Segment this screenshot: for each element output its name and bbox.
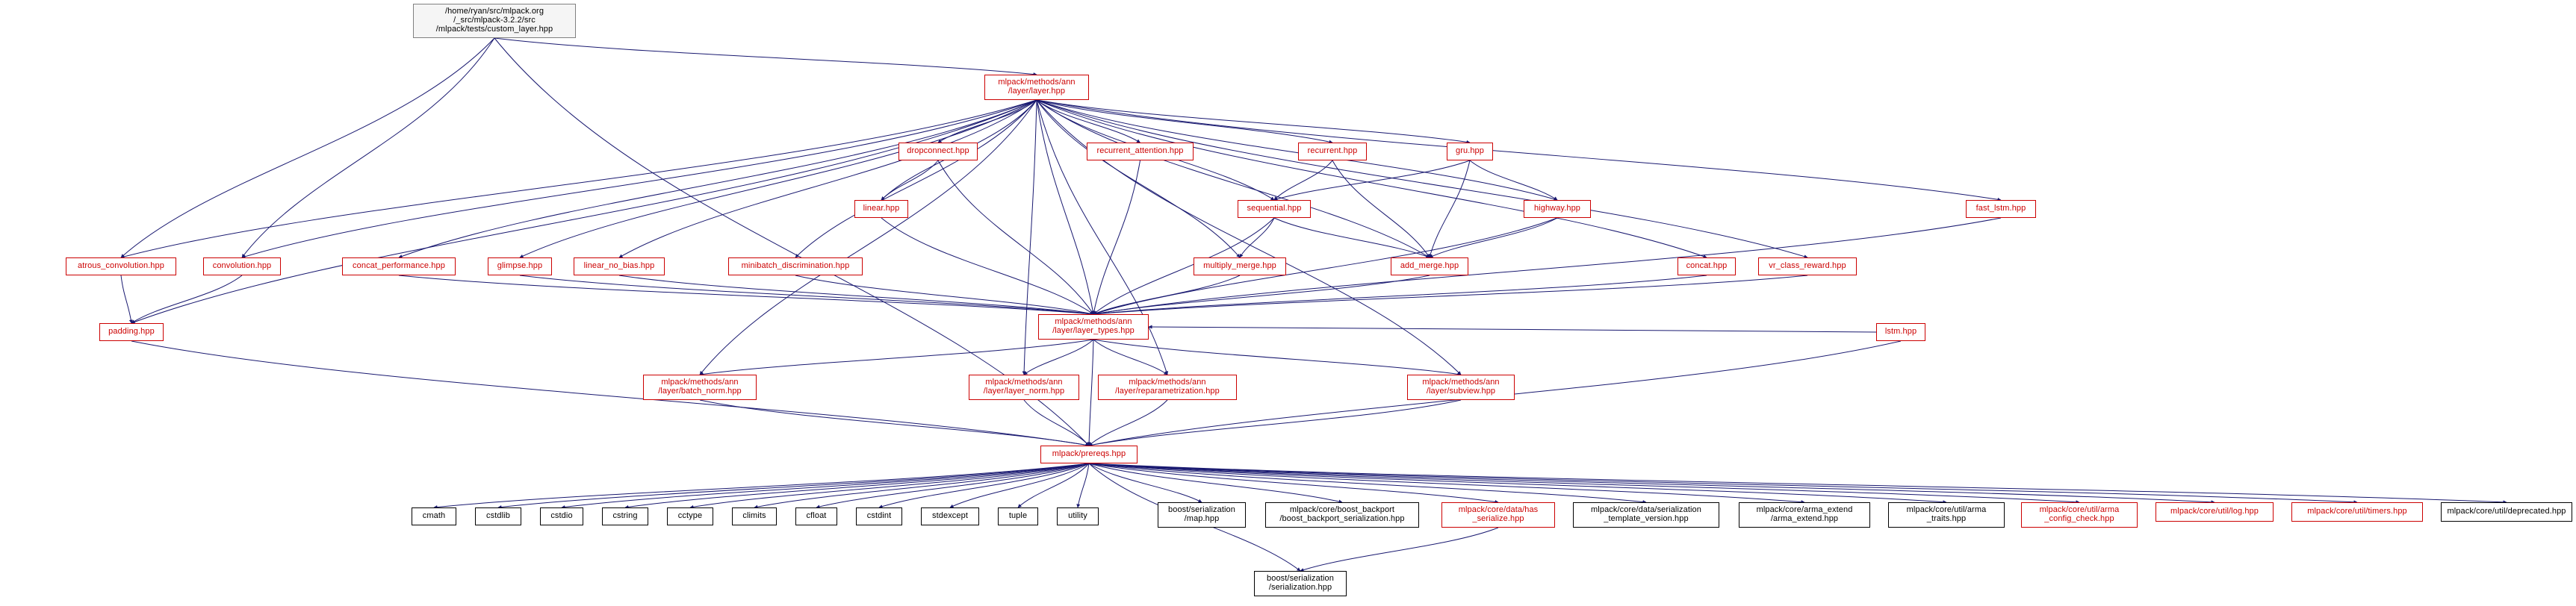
graph-node-label: add_merge.hpp [1400,261,1459,271]
graph-node-root[interactable] [413,4,576,38]
graph-edge [121,38,494,257]
graph-edge [1430,160,1470,257]
graph-node-gru[interactable] [1447,143,1493,160]
graph-edge [131,341,1089,446]
graph-edge [1089,400,1461,446]
graph-node-cstdint[interactable] [856,507,902,525]
graph-node-fast_lstm[interactable] [1966,200,2036,218]
graph-edge [1089,463,1804,502]
graph-node-label: gru.hpp [1455,146,1484,156]
graph-edge [1089,463,1202,502]
graph-node-label: _traits.hpp [1926,514,1967,523]
graph-node-label: utility [1068,511,1087,521]
graph-node-cmath[interactable] [412,507,456,525]
graph-node-concat[interactable] [1677,257,1736,275]
graph-node-recurrent[interactable] [1298,143,1367,160]
graph-edge [494,38,1037,75]
graph-node-serialization_template_version[interactable] [1573,502,1719,528]
graph-edge [1093,340,1461,375]
graph-edge [1024,340,1093,375]
graph-node-subview[interactable] [1407,375,1515,400]
graph-node-boost_map[interactable] [1158,502,1246,528]
graph-node-label: /serialization.hpp [1268,583,1332,592]
graph-edge [434,463,1089,507]
graph-node-batch_norm[interactable] [643,375,757,400]
graph-edge [520,275,1093,314]
graph-node-label: cstdint [866,511,892,521]
graph-edge [1093,275,1430,314]
graph-node-label: sequential.hpp [1247,204,1302,213]
graph-edge [619,275,1093,314]
graph-edge [520,100,1037,257]
graph-node-label: mlpack/core/util/timers.hpp [2307,507,2407,516]
graph-edge [879,463,1089,507]
graph-node-label: atrous_convolution.hpp [78,261,164,271]
graph-node-label: /arma_extend.hpp [1770,514,1839,523]
graph-node-deprecated[interactable] [2441,502,2572,522]
graph-edge [700,100,1037,375]
graph-edge [1037,100,1240,257]
graph-node-label: mlpack/methods/ann [998,78,1076,87]
graph-node-layer_types[interactable] [1038,314,1149,340]
graph-node-label: mlpack/methods/ann [985,378,1063,387]
graph-edge [625,463,1089,507]
graph-edge [1274,218,1430,257]
graph-node-label: /layer/batch_norm.hpp [658,387,742,396]
graph-node-timers[interactable] [2291,502,2423,522]
graph-edge [881,218,1093,314]
graph-edge [1018,463,1089,507]
graph-node-label: mlpack/core/util/deprecated.hpp [2447,507,2566,516]
graph-node-label: recurrent.hpp [1307,146,1358,156]
graph-node-label: mlpack/methods/ann [1422,378,1500,387]
graph-node-prereqs[interactable] [1040,446,1138,463]
graph-node-label: _serialize.hpp [1472,514,1524,523]
graph-edge [795,100,1037,257]
graph-node-boost_serialization[interactable] [1254,571,1347,596]
graph-node-label: linear_no_bias.hpp [583,261,655,271]
graph-node-has_serialize[interactable] [1441,502,1555,528]
graph-node-label: /home/ryan/src/mlpack.org [444,7,544,16]
graph-node-label: mlpack/core/data/has [1458,505,1539,515]
graph-edge [1024,400,1089,446]
graph-node-label: /_src/mlpack-3.2.2/src [453,16,536,25]
graph-node-label: climits [742,511,766,521]
graph-edge [121,275,131,323]
graph-node-label: dropconnect.hpp [907,146,969,156]
graph-edge [1430,218,1557,257]
graph-edge [1093,275,1807,314]
graph-edge [795,275,1093,314]
graph-edge [950,463,1089,507]
graph-node-label: recurrent_attention.hpp [1096,146,1184,156]
graph-edge [121,100,1037,257]
graph-node-cstdlib[interactable] [475,507,521,525]
graph-node-label: cctype [677,511,703,521]
graph-edge [1089,463,1646,502]
graph-node-label: /boost_backport_serialization.hpp [1279,514,1405,523]
graph-node-label: vr_class_reward.hpp [1769,261,1846,271]
graph-edge [1274,160,1332,200]
graph-edge [700,400,1089,446]
graph-node-recurrent_attention[interactable] [1087,143,1194,160]
graph-node-label: _template_version.hpp [1604,514,1689,523]
graph-edge [754,463,1089,507]
graph-node-linear_no_bias[interactable] [574,257,665,275]
graph-node-add_merge[interactable] [1391,257,1468,275]
graph-node-layer_norm[interactable] [969,375,1079,400]
graph-node-arma_config_check[interactable] [2021,502,2138,528]
graph-node-label: lstm.hpp [1884,327,1917,337]
graph-node-utility[interactable] [1057,507,1099,525]
graph-node-label: mlpack/prereqs.hpp [1052,449,1126,459]
graph-edge [242,100,1037,257]
graph-node-cctype[interactable] [667,507,713,525]
graph-edge [1300,528,1498,571]
graph-node-label: tuple [1008,511,1028,521]
graph-node-layer_hpp[interactable] [984,75,1089,100]
graph-node-label: _config_check.hpp [2044,514,2114,523]
graph-edge [1089,463,2215,502]
graph-node-climits[interactable] [732,507,777,525]
graph-node-arma_traits[interactable] [1888,502,2005,528]
graph-node-sequential[interactable] [1238,200,1311,218]
graph-node-label: stdexcept [932,511,968,521]
graph-edge [1089,463,1498,502]
graph-edge [498,463,1089,507]
graph-edge [399,275,1093,314]
graph-node-label: cstdlib [486,511,510,521]
graph-node-label: cmath [422,511,446,521]
graph-node-label: /layer/reparametrization.hpp [1115,387,1220,396]
graph-node-label: /layer/layer_norm.hpp [983,387,1065,396]
graph-edge [881,160,938,200]
graph-node-label: mlpack/core/boost_backport [1289,505,1395,515]
graph-node-label: mlpack/methods/ann [1129,378,1206,387]
graph-edge [1089,463,2357,502]
graph-node-glimpse[interactable] [488,257,552,275]
graph-edge [938,160,1093,314]
graph-node-label: convolution.hpp [212,261,272,271]
graph-node-minibatch_discrimination[interactable] [728,257,863,275]
graph-edge [1332,160,1430,257]
graph-node-label: /layer/layer_types.hpp [1052,326,1135,335]
graph-node-label: mlpack/methods/ann [1055,317,1132,327]
graph-node-label: mlpack/methods/ann [661,378,739,387]
graph-node-label: /map.hpp [1184,514,1220,523]
graph-node-dropconnect[interactable] [899,143,978,160]
graph-node-cstring[interactable] [602,507,648,525]
graph-node-label: boost/serialization [1168,505,1235,515]
graph-node-label: minibatch_discrimination.hpp [741,261,850,271]
graph-edge [1037,100,1707,257]
graph-edge [1089,463,1946,502]
graph-node-label: /layer/subview.hpp [1426,387,1496,396]
graph-node-label: cstring [612,511,638,521]
graph-edge [1037,100,1332,143]
graph-edge [1037,100,1140,143]
graph-edge [1089,340,1093,446]
graph-node-arma_extend[interactable] [1739,502,1870,528]
graph-node-highway[interactable] [1524,200,1591,218]
graph-edge [1089,463,1342,502]
graph-edge [619,100,1037,257]
graph-edge [1093,340,1167,375]
graph-node-label: /layer/layer.hpp [1008,87,1066,96]
graph-node-log[interactable] [2156,502,2274,522]
graph-node-label: multiply_merge.hpp [1203,261,1276,271]
graph-node-label: mlpack/core/util/arma [1906,505,1987,515]
graph-edge [1037,100,1807,257]
graph-node-boost_backport[interactable] [1265,502,1419,528]
graph-node-linear[interactable] [854,200,908,218]
graph-node-cfloat[interactable] [795,507,837,525]
graph-node-label: cfloat [806,511,827,521]
graph-node-stdexcept[interactable] [921,507,979,525]
graph-node-concat_performance[interactable] [342,257,456,275]
graph-node-label: /mlpack/tests/custom_layer.hpp [435,24,553,34]
graph-edge [1089,463,2079,502]
graph-node-label: highway.hpp [1533,204,1581,213]
graph-node-label: concat_performance.hpp [353,261,445,271]
graph-edge [700,340,1093,375]
graph-node-label: linear.hpp [863,204,900,213]
graph-edge [1470,160,1557,200]
graph-edge [1037,100,1470,143]
graph-edge [1274,160,1470,200]
graph-node-lstm[interactable] [1876,323,1925,341]
graph-edge [1037,100,1430,257]
graph-node-label: cstdio [550,511,573,521]
graph-node-cstdio[interactable] [540,507,583,525]
graph-node-label: concat.hpp [1686,261,1728,271]
graph-edge [1149,327,1876,332]
graph-node-multiply_merge[interactable] [1194,257,1286,275]
graph-node-label: fast_lstm.hpp [1976,204,2026,213]
graph-edge [131,275,242,323]
graph-edge [1093,160,1140,314]
graph-node-tuple[interactable] [998,507,1038,525]
graph-edge [1089,463,2507,502]
graph-edge [399,100,1037,257]
graph-edge [1240,218,1274,257]
graph-edge [1078,463,1089,507]
graph-node-padding[interactable] [99,323,164,341]
graph-edge [242,38,494,257]
graph-node-label: padding.hpp [108,327,155,337]
graph-node-label: mlpack/core/util/log.hpp [2170,507,2259,516]
graph-edge [1093,275,1707,314]
graph-edge [1093,275,1240,314]
graph-node-label: glimpse.hpp [497,261,543,271]
graph-edge [562,463,1089,507]
graph-node-label: boost/serialization [1267,574,1334,584]
graph-edge [1037,100,1093,314]
graph-edge [1024,100,1037,375]
graph-edge [690,463,1089,507]
graph-edge [1093,218,1557,314]
graph-edge [938,100,1037,143]
graph-node-label: mlpack/core/arma_extend [1756,505,1853,515]
graph-node-label: mlpack/core/util/arma [2039,505,2120,515]
graph-edge [1089,400,1167,446]
graph-node-label: mlpack/core/data/serialization [1591,505,1701,515]
graph-node-reparametrization[interactable] [1098,375,1237,400]
graph-node-atrous_convolution[interactable] [66,257,176,275]
graph-node-vr_class_reward[interactable] [1758,257,1857,275]
graph-node-convolution[interactable] [203,257,281,275]
graph-edge [816,463,1089,507]
